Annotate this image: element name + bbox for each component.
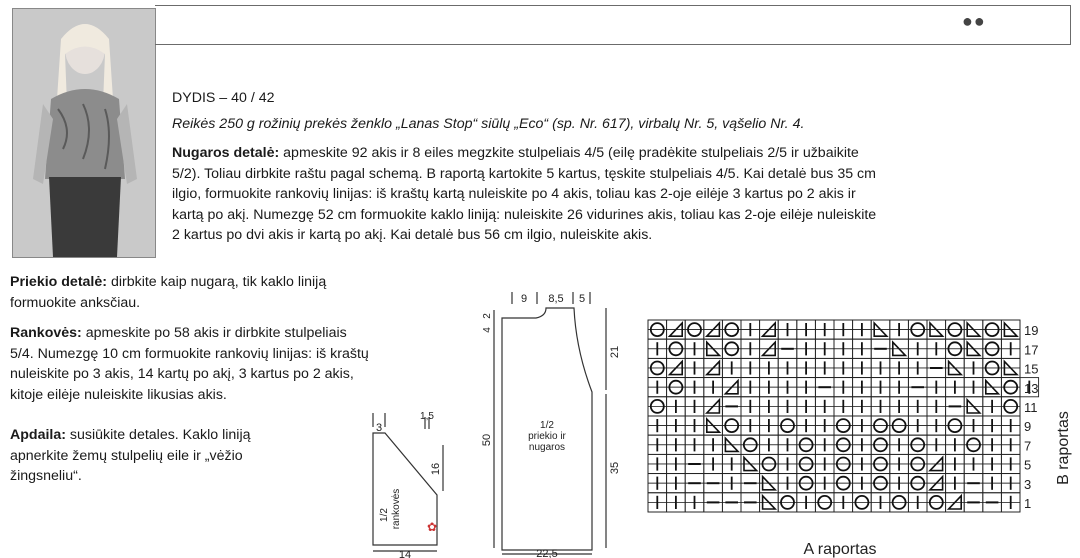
shoulder-width: 8,5 (548, 293, 564, 305)
chart-row-number: 13 (1024, 380, 1039, 396)
piece-label-2: priekio ir (528, 431, 566, 442)
model-illustration (13, 9, 155, 257)
chart-row-number: 11 (1024, 400, 1038, 415)
body-schematic (480, 280, 630, 558)
front-text-2: formuokite anksčiau. (10, 294, 141, 311)
finishing-text-3: žingsneliu“. (10, 468, 82, 484)
sleeves-text-1: apmeskite po 58 akis ir dirbkite stulpeliais (81, 325, 347, 341)
yarn-ball-icon: ●● (962, 11, 986, 31)
total-height: 50 (481, 433, 493, 447)
sleeve-label-1: 1/2 (379, 508, 390, 522)
sleeve-top-half: 1,5 (420, 411, 434, 422)
chart-row-number: 9 (1024, 419, 1032, 435)
sleeves-instructions (10, 323, 480, 405)
sleeves-heading: Rankovės: (10, 325, 82, 341)
front-piece-instructions (10, 272, 480, 313)
sleeve-cap-height: 16 (430, 462, 442, 476)
back-text-2: 5/2). Toliau dirbkite raštu pagal schemą. B raportą kartokite 5 kartus, tęskite stulpeliais 4/5. Kai detalė bus 35 cm (172, 165, 876, 182)
piece-label-3: nugaros (528, 442, 566, 453)
back-heading: Nugaros detalė: (172, 145, 280, 161)
front-heading: Priekio detalė: (10, 274, 107, 290)
sleeves-text-3: nuleiskite po 3 akis, 14 kartų po akį, 3 kartus po 2 akis, (10, 366, 354, 382)
neck-depth-1: 4 (482, 327, 493, 333)
back-text-5: 2 kartus po dvi akis ir kartą po akį. Kai detalė bus 56 cm ilgio, nuleiskite akis. (172, 227, 653, 243)
finishing-text-1: susiūkite detales. Kaklo liniją (65, 427, 251, 443)
rose-icon: ✿ (427, 520, 438, 534)
chart-row-number: 3 (1024, 476, 1032, 492)
front-text-1: dirbkite kaip nugarą, tik kaklo liniją (107, 274, 327, 290)
armhole-width: 5 (578, 293, 586, 305)
back-piece-instructions (172, 143, 1052, 246)
sleeve-schematic (355, 405, 465, 558)
bottom-width: 22,5 (536, 548, 558, 558)
header-bar (155, 5, 1071, 45)
armhole-height: 21 (609, 345, 621, 359)
sleeves-text-2: 5/4. Numezgę 10 cm formuokite rankovių linijas: iš kraštų (10, 345, 369, 362)
sleeve-label-2: rankovės (391, 488, 402, 530)
back-text-4: kartą po akį. Numezgę 52 cm formuokite kaklo liniją: nuleiskite 26 vidurines akis, toliau kas 2-oje eilėje nuleiskite (172, 206, 877, 223)
chart-row-number: 7 (1024, 438, 1032, 454)
a-repeat-label: A raportas (803, 541, 877, 558)
sleeve-bottom-width: 14 (398, 549, 412, 558)
neck-depth-2: 2 (482, 313, 493, 319)
model-photo (12, 8, 156, 258)
chart-grid (648, 320, 1039, 512)
size-line: DYDIS – 40 / 42 (172, 90, 275, 106)
sleeve-top-width: 3 (375, 422, 383, 434)
chart-row-numbers (1024, 323, 1038, 511)
b-repeat-label: B raportas (1055, 411, 1072, 485)
chart-row-number: 1 (1024, 496, 1032, 511)
knitting-chart (640, 318, 1080, 558)
chart-row-number: 15 (1024, 361, 1039, 377)
chart-row-number: 5 (1024, 457, 1032, 473)
finishing-text-2: apnerkite žemų stulpelių eile ir „vėžio (10, 447, 243, 464)
chart-row-number: 17 (1024, 342, 1039, 358)
finishing-heading: Apdaila: (10, 427, 66, 443)
finishing-instructions (10, 425, 350, 487)
back-text-3: ilgio, formuokite rankovių linijas: iš kraštų kartą nuleiskite po 4 akis, toliau kas 2-oje eilėje 3 kartus po 2 akis ir (172, 186, 856, 202)
sleeves-text-4: kitoje eilėje nuleiskite likusias akis. (10, 386, 227, 403)
back-text-1: apmeskite 92 akis ir 8 eiles megzkite stulpeliais 4/5 (eilę pradėkite stulpeliais 2/5 ir užbaikite (279, 145, 859, 161)
neck-width: 9 (520, 293, 528, 305)
chart-row-number: 19 (1024, 323, 1039, 339)
side-height: 35 (609, 461, 621, 475)
piece-label-1: 1/2 (540, 420, 554, 431)
yarn-requirements: Reikės 250 g rožinių prekės ženklo „Lanas Stop“ siūlų „Eco“ (sp. Nr. 617), virbalų Nr. 5, vąšelio Nr. 4. (172, 116, 805, 132)
